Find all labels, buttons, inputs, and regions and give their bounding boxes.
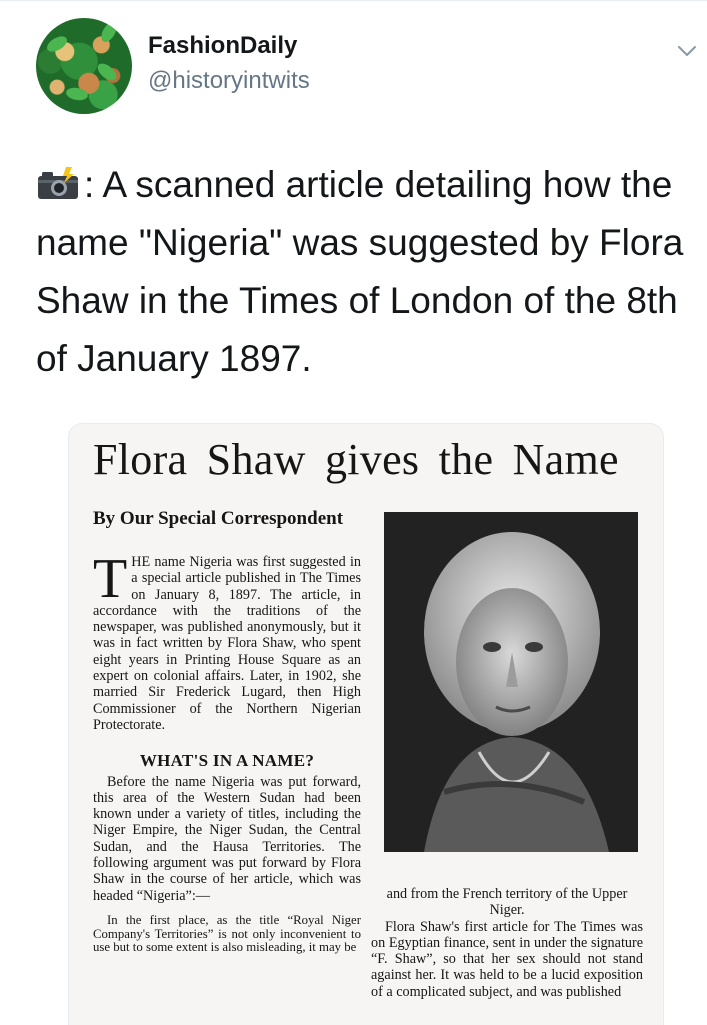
article-column-left — [93, 548, 361, 955]
camera-with-flash-icon — [36, 167, 82, 201]
article-byline: By Our Special Correspondent — [93, 508, 344, 529]
flora-shaw-portrait — [384, 512, 638, 852]
scanned-article — [69, 424, 663, 1025]
article-column-right — [371, 886, 643, 1000]
article-subhead: WHAT'S IN A NAME? — [139, 751, 315, 771]
tweet-image[interactable] — [68, 423, 664, 1025]
top-divider — [0, 0, 707, 1]
article-quote: In the first place, as the title “Royal Niger Company's Territories” is not only inconvenient to use but to some extent is also misleading, it may be — [93, 912, 361, 955]
article-headline: Flora Shaw gives the Name — [93, 435, 619, 484]
article-col2-continuation: and from the French territory of the Upper Niger. — [386, 886, 628, 919]
chevron-down-icon[interactable] — [676, 40, 698, 62]
article-intro: HE name Nigeria was first suggested in a special article published in The Times on January 8, 1897. The article, in accordance with the traditions of the newspaper, was published anonymously, but it was in fact written by Flora Shaw, who spent eight years in Printing House Square as an expert on colonial affairs. Later, in 1902, she married Sir Frederick Lugard, then High Commissioner of the Northern Nigerian Protectorate. — [93, 554, 361, 733]
user-handle[interactable]: @historyintwits — [148, 67, 310, 94]
tweet-body: : A scanned article detailing how the name "Nigeria" was suggested by Flora Shaw in the Times of London of the 8th of January 1897. — [36, 164, 684, 379]
display-name[interactable]: FashionDaily — [148, 32, 298, 59]
article-dropcap: T — [93, 548, 128, 610]
article-col2-body: Flora Shaw's first article for The Times was on Egyptian finance, sent in under the signature “F. Shaw”, so that her sex should not stand against her. It was held to be a lucid exposition of a complicated subject, and was published — [371, 918, 643, 1000]
avatar[interactable] — [36, 18, 132, 114]
article-body: Before the name Nigeria was put forward, this area of the Western Sudan had been known under a variety of titles, including the Niger Empire, the Niger Sudan, the Central Sudan, and the Hausa Territories. The following argument was put forward by Flora Shaw in the course of her article, which was headed “Nigeria”:— — [93, 773, 361, 904]
tweet-text — [36, 156, 686, 388]
